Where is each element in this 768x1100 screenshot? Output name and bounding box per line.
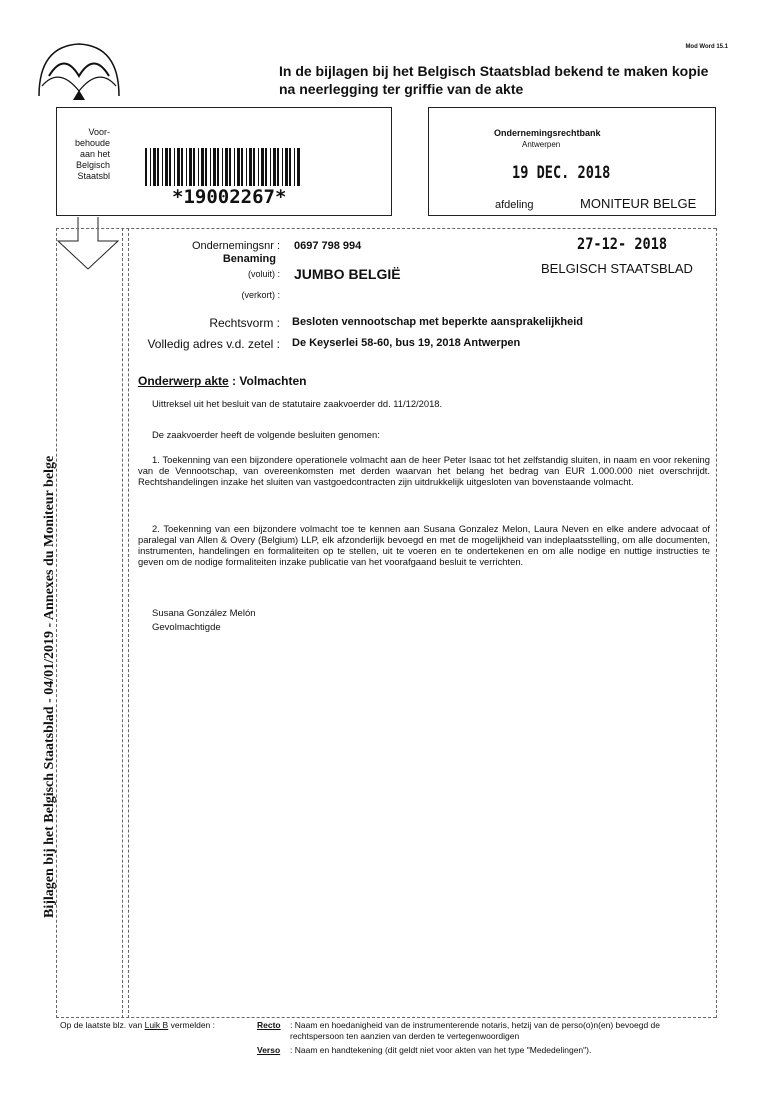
stamp-section: afdeling <box>495 199 534 211</box>
publication-date: 27-12- 2018 <box>577 234 668 253</box>
recto-text: : Naam en hoedanigheid van de instrumenterende notaris, hetzij van de perso(o)n(en) bevoegd de rechtspersoon ten aanzien van derden te vertegenwoordigen <box>290 1020 660 1041</box>
reserved-label: Voor- behoude aan het Belgisch Staatsbl <box>74 127 110 181</box>
subject-value: : Volmachten <box>232 374 307 388</box>
legal-form: Besloten vennootschap met beperkte aansprakelijkheid <box>292 316 583 328</box>
subject-label: Onderwerp akte <box>138 374 229 388</box>
staatsblad-logo <box>34 36 124 102</box>
stamp-moniteur: MONITEUR BELGE <box>580 196 697 211</box>
side-annotation: Bijlagen bij het Belgisch Staatsblad - 04/01/2019 - Annexes du Moniteur belge <box>42 455 57 918</box>
paragraph-1: Uittreksel uit het besluit van de statutaire zaakvoerder dd. 11/12/2018. <box>152 398 443 409</box>
company-full-name: JUMBO BELGIË <box>294 266 401 282</box>
recto-label: Recto <box>257 1020 281 1030</box>
full-name-label: (voluit) : <box>247 269 280 279</box>
short-name-label: (verkort) : <box>241 290 280 300</box>
verso-label: Verso <box>257 1045 281 1055</box>
footer-prefix: Op de laatste blz. van Luik B vermelden : <box>60 1020 216 1030</box>
paragraph-3: 1. Toekenning van een bijzondere operationele volmacht aan de heer Peter Isaac tot het zelfstandig sluiten, in naam en voor rekening van de Vennootschap, van overeenkomsten met derden waarvan het belang het bedrag van EUR 1.000.000 niet overschrijdt. Rechtshandelingen inzake het sluiten van vastgoedcontracten zijn uitdrukkelijk uitgesloten van bovenstaande volmacht. <box>138 454 710 487</box>
company-name-label: Benaming <box>222 253 276 265</box>
signatory-role: Gevolmachtigde <box>152 622 221 633</box>
legal-form-label: Rechtsvorm : <box>209 316 280 330</box>
barcode-number: *19002267* <box>172 186 287 208</box>
company-number: 0697 798 994 <box>294 240 362 252</box>
paragraph-4: 2. Toekenning van een bijzondere volmacht toe te kennen aan Susana Gonzalez Melon, Laura Neven en elke andere advocaat of paralegal van Allen & Overy (Belgium) LLP, elk afzonderlijk bevoegd en met de mogelijkheid van indeplaatsstelling, om alle documenten, instrumenten, handelingen en formaliteiten op te stellen, uit te voeren en te ondertekenen en om alle nodige en nuttige instructies te geven om de nodige formaliteiten inzake publicatie van het voorafgaand besluit te verrichten. <box>138 523 710 567</box>
company-address: De Keyserlei 58-60, bus 19, 2018 Antwerpen <box>292 337 521 349</box>
stamp-date: 19 DEC. 2018 <box>512 163 611 183</box>
address-label: Volledig adres v.d. zetel : <box>147 337 280 351</box>
form-code: Mod Word 15.1 <box>685 44 728 50</box>
paragraph-2: De zaakvoerder heeft de volgende besluiten genomen: <box>152 429 380 440</box>
stamp-city: Antwerpen <box>522 140 561 149</box>
company-number-label: Ondernemingsnr : <box>191 240 280 252</box>
stamp-court: Ondernemingsrechtbank <box>494 128 601 138</box>
barcode <box>145 148 300 186</box>
publication-name: BELGISCH STAATSBLAD <box>541 261 693 276</box>
verso-text: : Naam en handtekening (dit geldt niet voor akten van het type "Mededelingen"). <box>290 1045 592 1055</box>
page-title: In de bijlagen bij het Belgisch Staatsblad bekend te maken kopie na neerlegging ter griffie van de akte <box>279 63 709 97</box>
footer-luik: Luik B <box>144 1020 169 1030</box>
signatory-name: Susana González Melón <box>152 608 256 619</box>
subject <box>138 374 307 388</box>
